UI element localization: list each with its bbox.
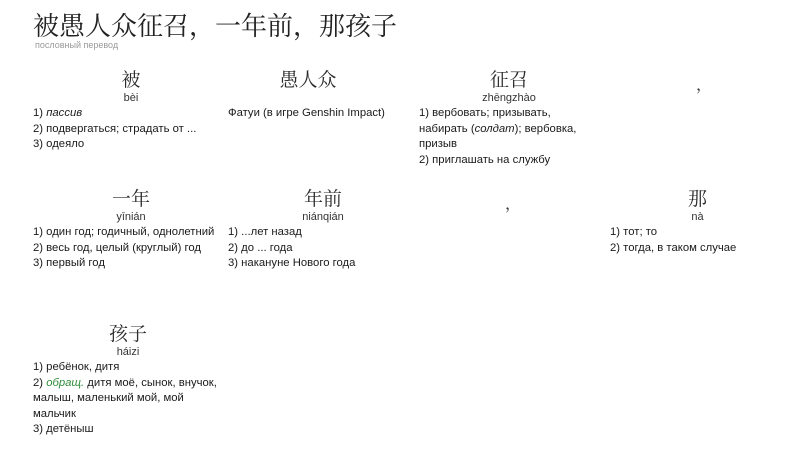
word-pinyin: nà <box>691 211 704 223</box>
punctuation-comma: ， <box>505 194 522 213</box>
definition-line: 1) пассив <box>33 107 83 119</box>
definition-line: 1) тот; то <box>610 226 658 238</box>
definition-line: 3) одеяло <box>33 138 85 150</box>
definition-line: 2) приглашать на службу <box>419 153 551 166</box>
word-pinyin: bèi <box>123 92 139 104</box>
definition-line: 2) до ... года <box>228 241 293 254</box>
word-pinyin: zhēngzhào <box>482 92 536 104</box>
definition-line: 2) весь год, целый (круглый) год <box>33 241 202 254</box>
word-definitions <box>33 225 225 272</box>
word-entry-bei <box>33 68 229 153</box>
word-definitions <box>33 106 229 153</box>
word-entry-fatui <box>228 68 388 122</box>
word-pinyin <box>228 92 388 106</box>
word-entry-yinian <box>33 187 229 272</box>
word-entry-nianqian <box>228 187 418 272</box>
word-hanzi: 一年 <box>111 188 150 210</box>
definition-line: 2) обращ. дитя моё, сынок, внучок, малыш, маленький мой, мой мальчик <box>33 376 217 420</box>
word-definitions <box>33 360 218 438</box>
definition-line: 3) накануне Нового года <box>228 257 356 269</box>
punctuation-comma: ， <box>696 75 713 94</box>
word-definitions <box>228 106 388 122</box>
word-hanzi: 征召 <box>489 69 528 91</box>
definition-line: 1) вербовать; призывать, набирать (солдат); вербовка, призыв <box>419 107 577 150</box>
word-entry-haizi <box>33 322 223 438</box>
definition-line: 2) тогда, в таком случае <box>610 241 737 254</box>
word-hanzi: 年前 <box>303 188 342 210</box>
definition-line: 3) детёныш <box>33 423 94 435</box>
word-hanzi: 孩子 <box>108 323 147 345</box>
word-entry-zhengzhao <box>419 68 599 168</box>
page-subtitle: пословный перевод <box>35 40 119 50</box>
word-hanzi: 愚人众 <box>279 69 337 91</box>
word-entry-na <box>610 187 785 256</box>
definition-line: 1) ...лет назад <box>228 226 302 238</box>
definition-line: 1) один год; годичный, однолетний <box>33 226 215 238</box>
word-pinyin: yīnián <box>116 211 146 223</box>
word-pinyin: háizi <box>116 346 140 358</box>
word-pinyin: niánqián <box>302 211 344 223</box>
word-definitions <box>419 106 599 168</box>
definition-line: Фатуи (в игре Genshin Impact) <box>228 107 385 119</box>
definition-line: 2) подвергаться; страдать от ... <box>33 122 197 135</box>
word-hanzi: 被 <box>121 69 141 91</box>
page-title: 被愚人众征召，一年前，那孩子 <box>33 12 398 42</box>
word-definitions <box>228 225 418 272</box>
word-definitions <box>610 225 785 256</box>
definition-line: 1) ребёнок, дитя <box>33 361 120 373</box>
word-hanzi: 那 <box>687 188 707 210</box>
definition-line: 3) первый год <box>33 257 105 269</box>
